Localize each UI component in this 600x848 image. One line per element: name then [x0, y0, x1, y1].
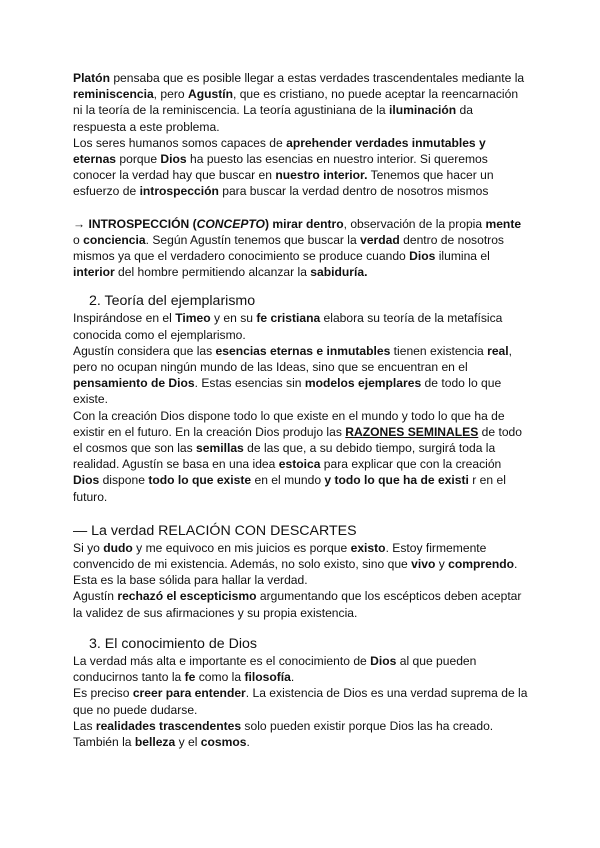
text-run: del hombre permitiendo alcanzar la — [114, 265, 311, 280]
text-run: Platón — [73, 71, 110, 85]
text-run: da respuesta a este problema. — [73, 103, 473, 134]
text-run: al que pueden conducirnos tanto la — [73, 653, 477, 685]
text-run: cosmos — [200, 734, 247, 749]
text-run: , que es cristiano, no puede aceptar la reencarnación ni la teoría de la reminiscencia. La teoría agustiniana de la — [73, 87, 519, 118]
text-run: y — [435, 557, 449, 572]
text-run: semillas — [196, 441, 244, 456]
text-run: Dios — [409, 249, 436, 264]
text-run: Con la creación Dios dispone todo lo que existe en el mundo y todo lo que ha de existir en el futuro. En la creación Dios produjo las — [73, 408, 505, 439]
text-run: introspección — [139, 184, 219, 199]
text-run: real — [487, 343, 509, 358]
text-run: . Estas esencias sin — [194, 376, 305, 391]
text-run: Agustín considera que las — [73, 343, 216, 358]
text-run: dentro de nosotros mismos ya que el verdadero conocimiento se produce cuando — [73, 232, 504, 264]
text-run: de todo el cosmos que son las — [73, 424, 523, 456]
text-run: filosofía — [244, 670, 291, 685]
text-run: pensaba que es posible llegar a estas verdades trascendentales mediante la — [109, 71, 525, 85]
text-run: Si yo — [73, 540, 104, 555]
text-run: creer para entender — [132, 686, 246, 701]
text-run: Los seres humanos somos capaces de — [73, 135, 287, 150]
text-run: belleza — [134, 734, 176, 749]
text-run: Dios — [370, 653, 397, 668]
text-run: Tenemos que hacer un esfuerzo de — [73, 168, 494, 199]
text-run: fe — [184, 670, 196, 685]
text-run: rechazó el escepticismo — [117, 589, 257, 604]
text-run: , pero no ocupan ningún mundo de las Ideas, sino que se encuentran en el — [73, 343, 513, 375]
text-run: realidades trascendentes — [95, 718, 242, 733]
paragraph — [73, 653, 528, 685]
text-run: estoica — [278, 457, 321, 472]
text-run: y me equivoco en mis juicios es porque — [132, 540, 351, 555]
paragraph — [73, 216, 528, 281]
text-run: existo — [350, 540, 386, 555]
text-run: de las que, a su debido tiempo, surgirá toda la realidad. Agustín se basa en una idea — [73, 441, 496, 472]
section-heading-conocimiento-dios: 3. El conocimiento de Dios — [89, 635, 257, 652]
text-run: ha puesto las esencias en nuestro interior. Si queremos conocer la verdad hay que buscar en — [73, 152, 488, 183]
text-run: ) mirar dentro — [264, 216, 344, 231]
text-run: solo pueden existir porque Dios las ha creado. También la — [73, 718, 494, 749]
text-run: Es preciso — [73, 686, 133, 701]
text-run: Dios — [160, 152, 187, 167]
text-run: Inspirándose en el — [73, 311, 176, 326]
text-run: esencias eternas e inmutables — [215, 343, 391, 358]
text-run: todo lo que existe — [148, 473, 252, 488]
text-run: modelos ejemplares — [304, 376, 422, 391]
text-run: Agustín — [73, 589, 118, 604]
text-run: interior — [73, 265, 115, 280]
text-run: vivo — [411, 557, 436, 572]
text-run: . Esta es la base sólida para hallar la verdad. — [73, 557, 518, 588]
text-run: . — [290, 670, 295, 685]
text-run: . La existencia de Dios es una verdad suprema de la que no puede dudarse. — [73, 686, 528, 717]
paragraph — [73, 135, 528, 200]
text-run: Agustín — [187, 87, 233, 102]
text-run: tienen existencia — [390, 343, 488, 358]
text-run: → INTROSPECCIÓN ( — [73, 216, 197, 231]
paragraph — [73, 70, 528, 135]
paragraph — [73, 343, 528, 408]
text-run: argumentando que los escépticos deben aceptar la validez de sus afirmaciones y su propia existencia. — [73, 589, 522, 620]
text-run: . — [246, 734, 250, 749]
paragraph — [73, 718, 528, 750]
text-run: para explicar que con la creación — [320, 457, 502, 472]
text-run: y el — [175, 734, 201, 749]
text-run: verdad — [360, 232, 400, 247]
paragraph — [73, 540, 528, 589]
text-run: Timeo — [175, 311, 211, 326]
text-run: reminiscencia — [73, 87, 154, 102]
text-run: RAZONES SEMINALES — [345, 424, 479, 439]
text-run: elabora su teoría de la metafísica conocida como el ejemplarismo. — [73, 311, 503, 342]
section-heading-descartes: — La verdad RELACIÓN CON DESCARTES — [73, 522, 357, 539]
text-run: r en el futuro. — [73, 473, 506, 504]
text-run: pensamiento de Dios — [73, 376, 195, 391]
text-run: como la — [195, 670, 245, 685]
text-run: . Según Agustín tenemos que buscar la — [145, 232, 361, 247]
text-run: fe cristiana — [256, 311, 321, 326]
text-run: sabiduría. — [310, 265, 368, 280]
text-run: o — [73, 232, 84, 247]
paragraph — [73, 685, 528, 717]
text-run: y en su — [210, 311, 257, 326]
text-run: comprendo — [448, 557, 514, 572]
text-run: nuestro interior. — [275, 168, 368, 183]
text-run: Dios — [73, 473, 100, 488]
text-run: en el mundo — [251, 473, 325, 488]
text-run: conciencia — [83, 232, 146, 247]
text-run: de todo lo que existe. — [73, 376, 502, 407]
paragraph — [73, 588, 528, 620]
document-page — [73, 70, 528, 750]
text-run: Las — [73, 718, 96, 733]
text-run: para buscar la verdad dentro de nosotros mismos — [218, 184, 489, 199]
text-run: iluminación — [388, 103, 457, 118]
text-run: y todo lo que ha de existi — [324, 473, 469, 488]
text-run: aprehender verdades inmutables y eternas — [73, 135, 486, 167]
text-run: porque — [116, 152, 161, 167]
paragraph — [73, 408, 528, 505]
text-run: ilumina el — [435, 249, 490, 264]
text-run: dudo — [103, 540, 133, 555]
section-heading-ejemplarismo: 2. Teoría del ejemplarismo — [89, 293, 256, 310]
text-run: CONCEPTO — [196, 216, 265, 231]
text-run: La verdad más alta e importante es el conocimiento de — [73, 653, 371, 668]
text-run: , pero — [153, 87, 188, 102]
text-run: , observación de la propia — [343, 216, 486, 231]
paragraph — [73, 310, 528, 342]
text-run: mente — [485, 216, 522, 231]
text-run: . Estoy firmemente convencido de mi existencia. Además, no solo existo, sino que — [73, 540, 487, 572]
text-run: dispone — [99, 473, 149, 488]
